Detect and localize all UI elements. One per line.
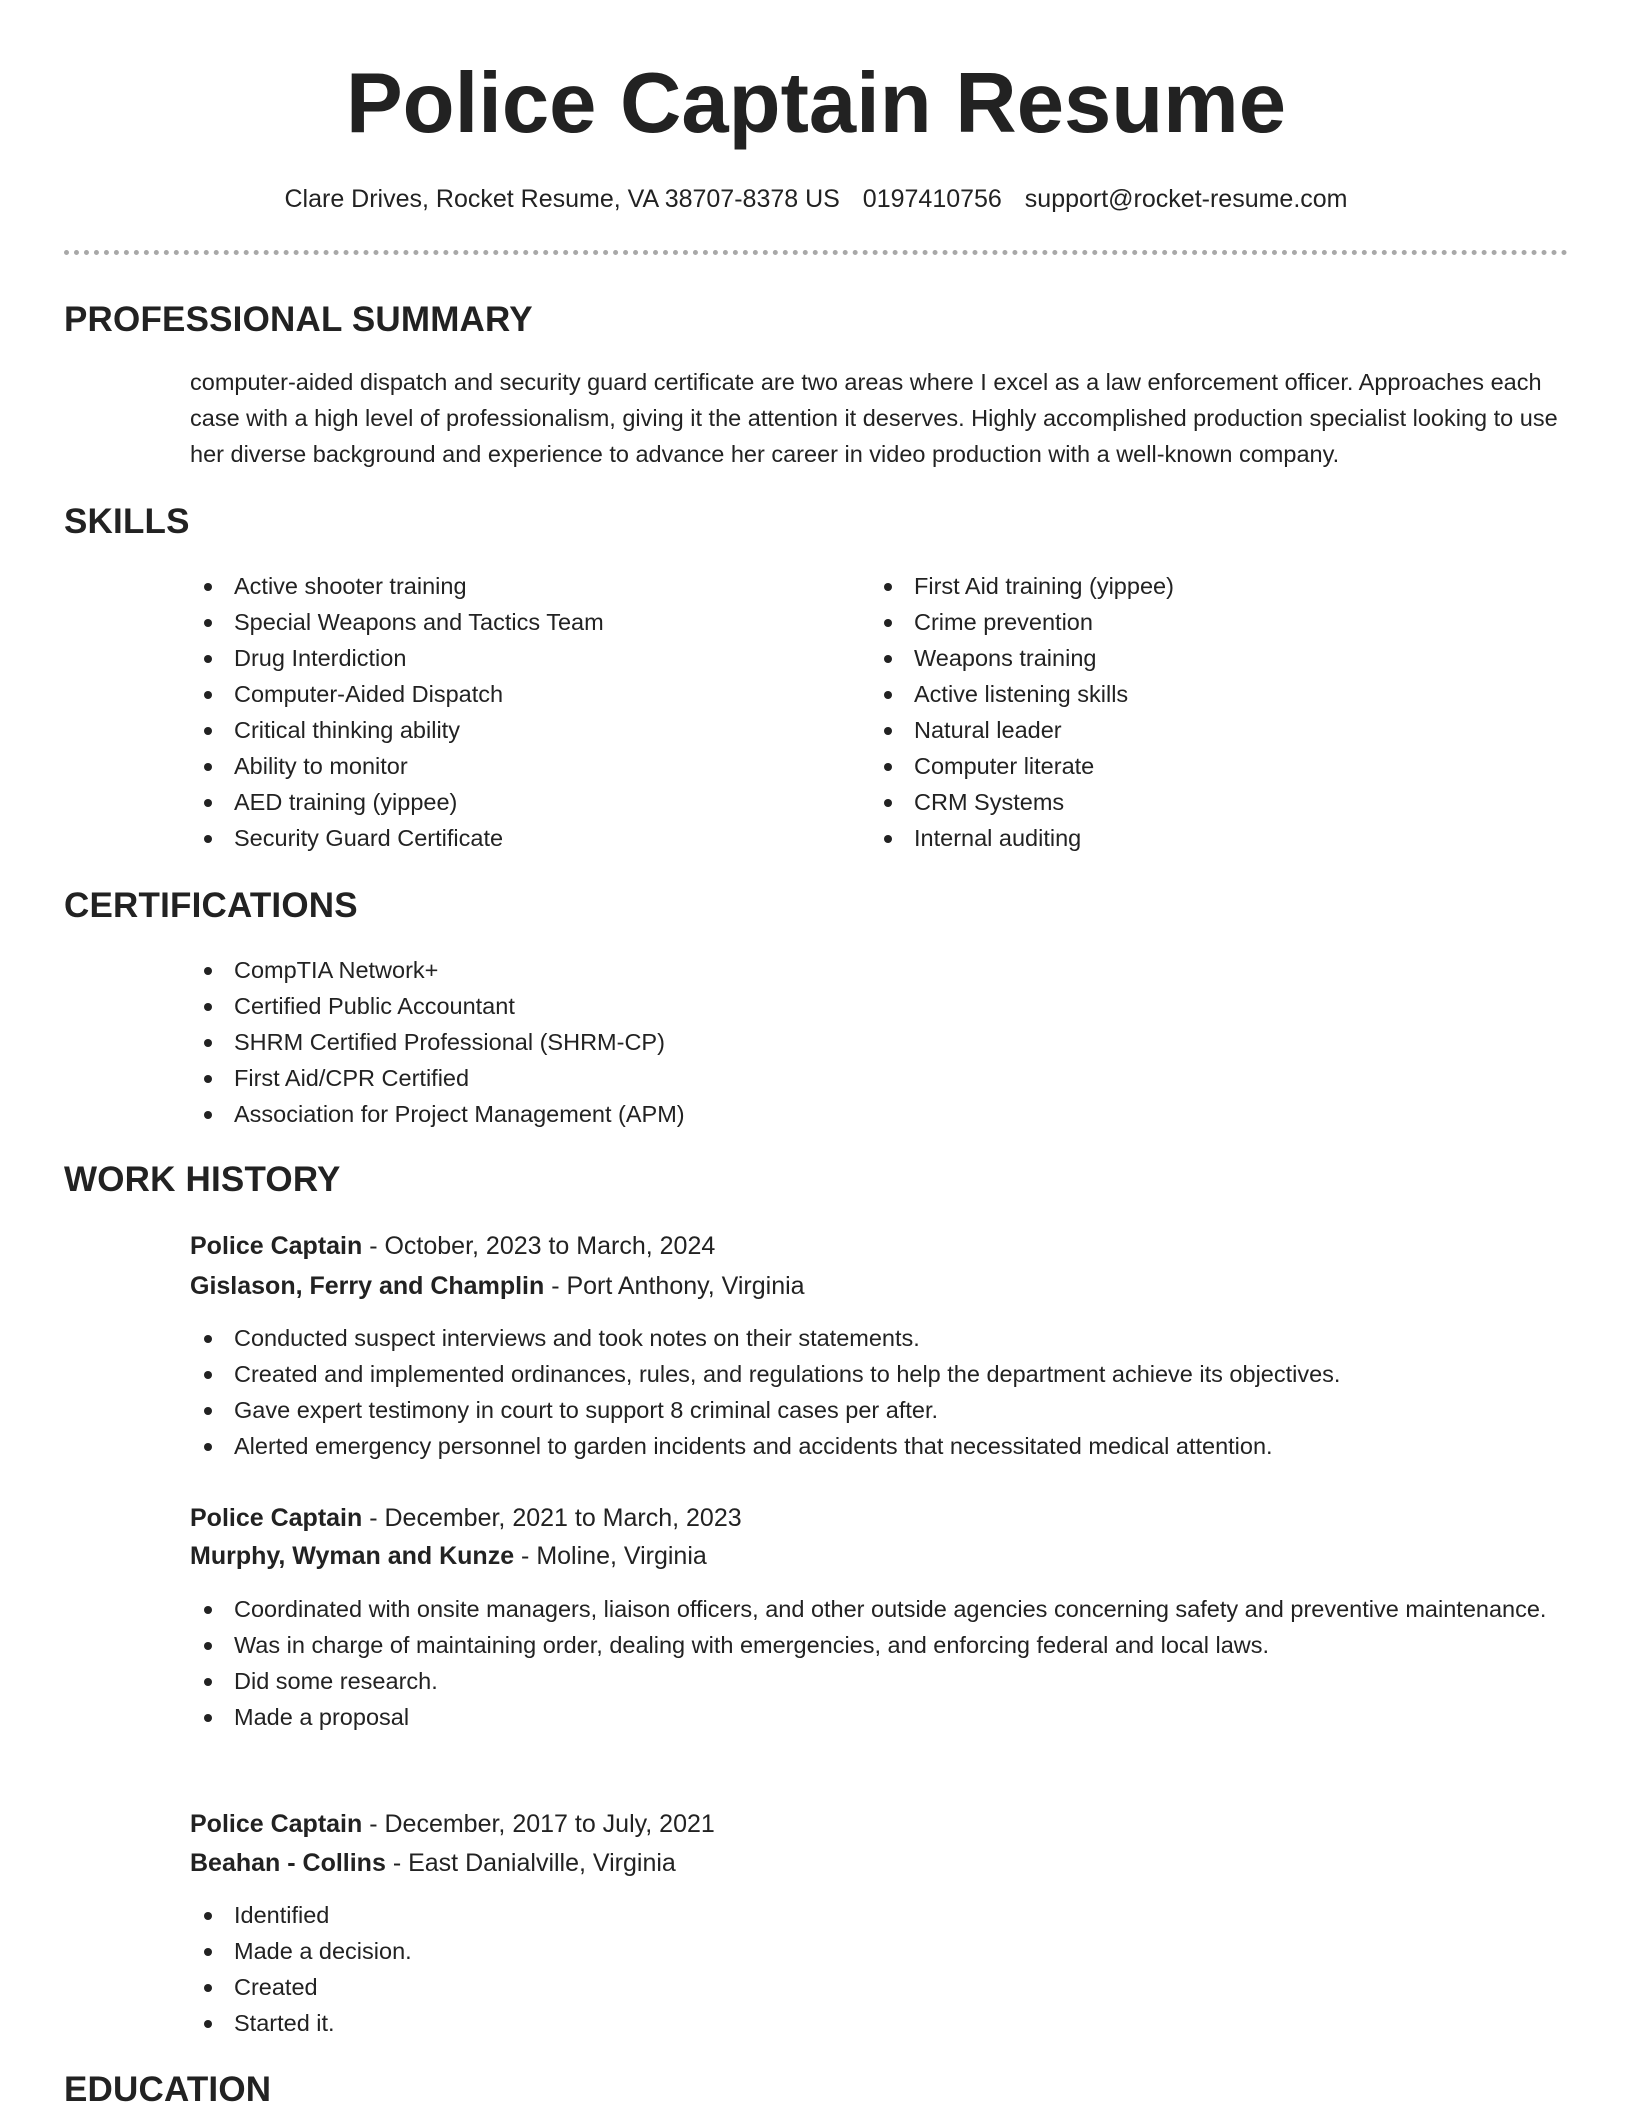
list-item: Started it. [190, 2005, 1570, 2041]
contact-email: support@rocket-resume.com [1024, 185, 1348, 213]
list-item: CompTIA Network+ [190, 952, 1390, 988]
list-item: Conducted suspect interviews and took notes on their statements. [190, 1320, 1570, 1356]
list-item: Crime prevention [870, 604, 1510, 640]
job-location: Port Anthony, Virginia [566, 1272, 805, 1300]
resume-page [64, 0, 1568, 2112]
contact-address: Clare Drives, Rocket Resume, VA 38707-8378 US [284, 185, 840, 213]
list-item: Active listening skills [870, 676, 1510, 712]
list-item: AED training (yippee) [190, 784, 830, 820]
job-dates: December, 2017 to July, 2021 [384, 1810, 715, 1838]
job-title-line: Police Captain - December, 2017 to July, 2021 [190, 1810, 715, 1838]
job-dates: December, 2021 to March, 2023 [384, 1504, 742, 1532]
job-bullets [190, 1897, 1570, 2041]
list-item: Association for Project Management (APM) [190, 1096, 1390, 1132]
list-item: Made a decision. [190, 1933, 1570, 1969]
list-item: Ability to monitor [190, 748, 830, 784]
job-location: East Danialville, Virginia [408, 1849, 676, 1877]
list-item: Was in charge of maintaining order, dealing with emergencies, and enforcing federal and local laws. [190, 1627, 1570, 1663]
list-item: Computer-Aided Dispatch [190, 676, 830, 712]
job-company-line: Gislason, Ferry and Champlin - Port Anthony, Virginia [190, 1272, 805, 1300]
list-item: Weapons training [870, 640, 1510, 676]
list-item: Certified Public Accountant [190, 988, 1390, 1024]
list-item: Security Guard Certificate [190, 820, 830, 856]
job-company: Beahan - Collins [190, 1849, 386, 1877]
list-item: CRM Systems [870, 784, 1510, 820]
job-dates: October, 2023 to March, 2024 [384, 1232, 716, 1260]
skills-heading: SKILLS [64, 502, 190, 541]
page-title: Police Captain Resume [345, 56, 1287, 151]
job-title-line: Police Captain - December, 2021 to March, 2023 [190, 1504, 742, 1532]
list-item: Natural leader [870, 712, 1510, 748]
list-item: Identified [190, 1897, 1570, 1933]
header-divider [64, 250, 1568, 255]
job-company-line: Beahan - Collins - East Danialville, Virginia [190, 1849, 676, 1877]
skills-list-left [190, 568, 830, 856]
list-item: Internal auditing [870, 820, 1510, 856]
list-item: Created and implemented ordinances, rules, and regulations to help the department achieve its objectives. [190, 1356, 1570, 1392]
list-item: Created [190, 1969, 1570, 2005]
contact-phone: 0197410756 [862, 185, 1002, 213]
contact-line [64, 182, 1568, 216]
job-location: Moline, Virginia [536, 1542, 707, 1570]
job-title: Police Captain [190, 1810, 363, 1838]
job-company: Gislason, Ferry and Champlin [190, 1272, 545, 1300]
list-item: Made a proposal [190, 1699, 1570, 1735]
list-item: Computer literate [870, 748, 1510, 784]
list-item: First Aid training (yippee) [870, 568, 1510, 604]
list-item: Did some research. [190, 1663, 1570, 1699]
job-company-line: Murphy, Wyman and Kunze - Moline, Virginia [190, 1542, 707, 1570]
certifications-heading: CERTIFICATIONS [64, 886, 358, 925]
job-title: Police Captain [190, 1504, 363, 1532]
summary-heading: PROFESSIONAL SUMMARY [64, 300, 533, 339]
job-title-line: Police Captain - October, 2023 to March, 2024 [190, 1232, 716, 1260]
list-item: Special Weapons and Tactics Team [190, 604, 830, 640]
skills-list-right [870, 568, 1510, 856]
work-history-heading: WORK HISTORY [64, 1160, 341, 1199]
list-item: Critical thinking ability [190, 712, 830, 748]
list-item: Drug Interdiction [190, 640, 830, 676]
list-item: SHRM Certified Professional (SHRM-CP) [190, 1024, 1390, 1060]
job-company: Murphy, Wyman and Kunze [190, 1542, 515, 1570]
job-title: Police Captain [190, 1232, 363, 1260]
list-item: Gave expert testimony in court to support 8 criminal cases per after. [190, 1392, 1570, 1428]
list-item: Coordinated with onsite managers, liaison officers, and other outside agencies concerning safety and preventive maintenance. [190, 1591, 1570, 1627]
summary-text: computer-aided dispatch and security guard certificate are two areas where I excel as a law enforcement officer. Approaches each case with a high level of professionalism, giving it the attention it deserves. Highly accomplished production specialist looking to use her diverse background and experience to advance her career in video production with a well-known company. [190, 369, 1558, 467]
list-item: Alerted emergency personnel to garden incidents and accidents that necessitated medical attention. [190, 1428, 1570, 1464]
certifications-list [190, 952, 1390, 1132]
list-item: First Aid/CPR Certified [190, 1060, 1390, 1096]
job-bullets [190, 1591, 1570, 1735]
education-heading: EDUCATION [64, 2070, 272, 2109]
list-item: Active shooter training [190, 568, 830, 604]
job-bullets [190, 1320, 1570, 1464]
